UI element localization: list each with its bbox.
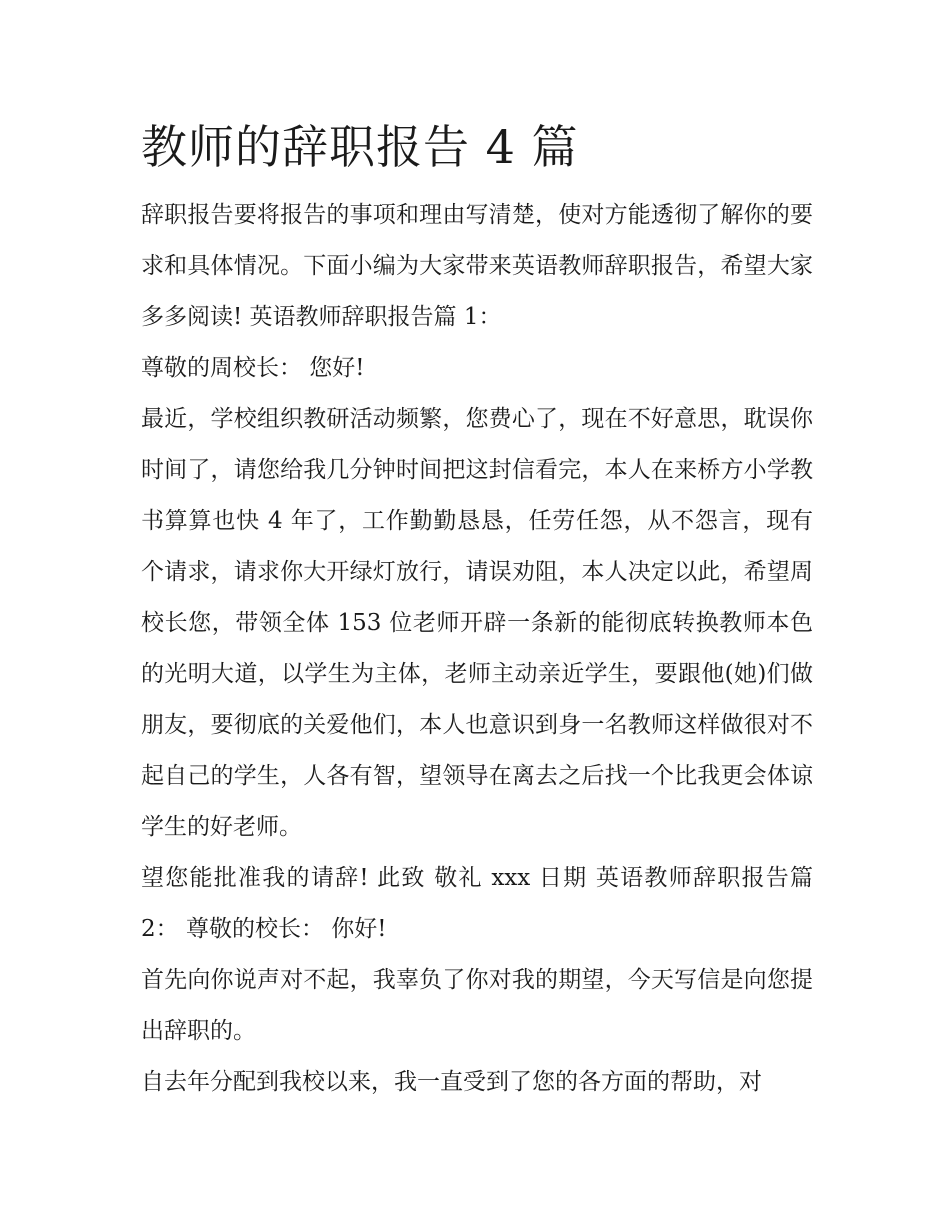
paragraph-closing-1: 望您能批准我的请辞! 此致 敬礼 xxx 日期 英语教师辞职报告篇 2： 尊敬的校长： 你好!: [141, 865, 813, 942]
paragraph-salutation-1: 尊敬的周校长： 您好!: [141, 355, 365, 381]
paragraph-body-2: 首先向你说声对不起，我辜负了你对我的期望，今天写信是向您提出辞职的。: [141, 967, 813, 1044]
document-title: 教师的辞职报告 4 篇: [141, 120, 579, 174]
paragraph-intro: 辞职报告要将报告的事项和理由写清楚，使对方能透彻了解你的要求和具体情况。下面小编为大家带来英语教师辞职报告，希望大家多多阅读! 英语教师辞职报告篇 1：: [141, 202, 813, 330]
document-page: [141, 112, 813, 1108]
paragraph-body-3: 自去年分配到我校以来，我一直受到了您的各方面的帮助，对: [141, 1069, 762, 1095]
paragraph-body-1: 最近，学校组织教研活动频繁，您费心了，现在不好意思，耽误你时间了，请您给我几分钟时间把这封信看完，本人在来桥方小学教书算算也快 4 年了，工作勤勤恳恳，任劳任怨，从不怨言，现有个请求，请求你大开绿灯放行，请误劝阻，本人决定以此，希望周校长您，带领全体 153 位老师开辟一条新的能彻底转换教师本色的光明大道，以学生为主体，老师主动亲近学生，要跟他(她)们做朋友，要彻底的关爱他们，本人也意识到身一名教师这样做很对不起自己的学生，人各有智，望领导在离去之后找一个比我更会体谅学生的好老师。: [141, 406, 813, 840]
